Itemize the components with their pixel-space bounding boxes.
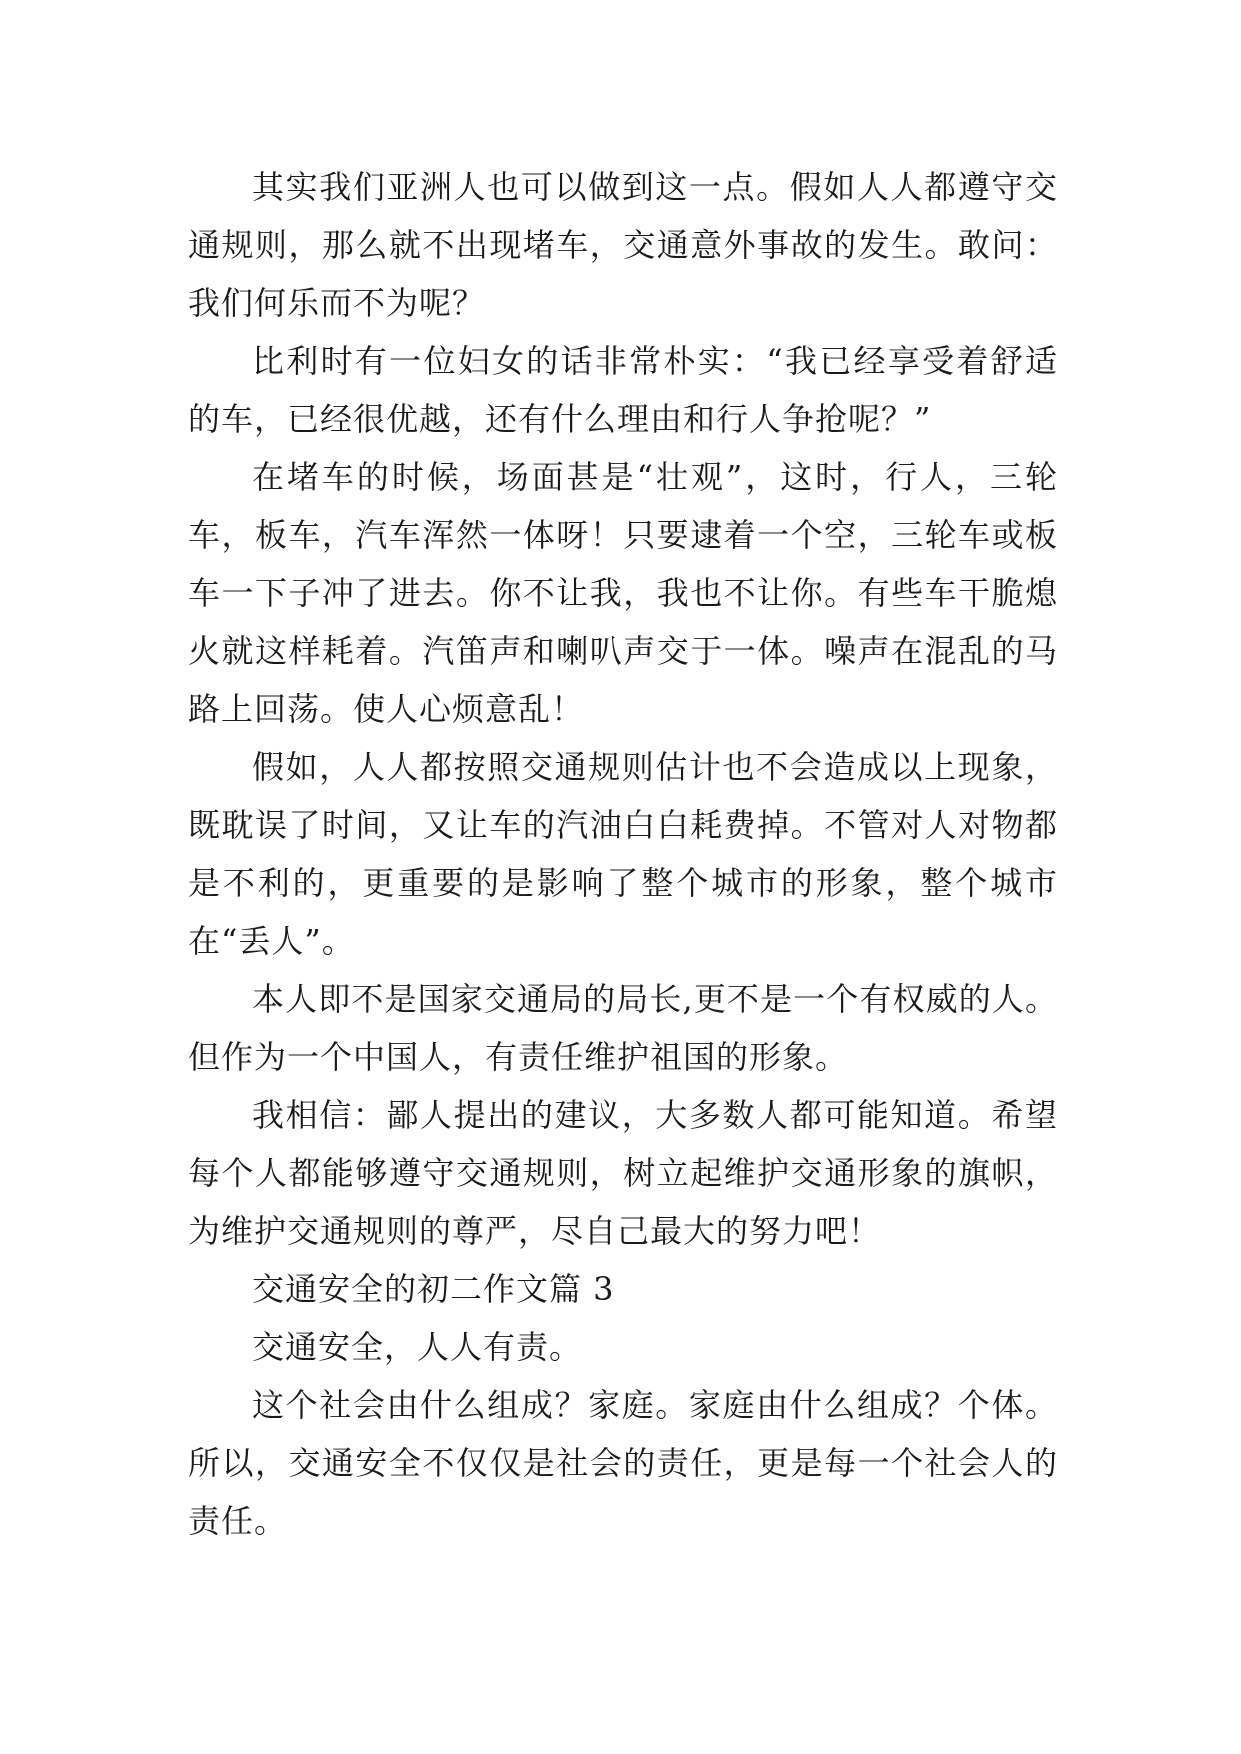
document-body [188,158,1058,1550]
paragraph-i-believe: 我相信：鄙人提出的建议，大多数人都可能知道。希望每个人都能够遵守交通规则，树立起维护交通形象的旗帜，为维护交通规则的尊严，尽自己最大的努力吧！ [188,1096,1058,1250]
paragraph-if-everyone-obeyed: 假如，人人都按照交通规则估计也不会造成以上现象，既耽误了时间，又让车的汽油白白耗费掉。不管对人对物都是不利的，更重要的是影响了整个城市的形象，整个城市在“丢人”。 [188,748,1058,960]
paragraph-belgian-woman-quote: 比利时有一位妇女的话非常朴实：“我已经享受着舒适的车，已经很优越，还有什么理由和行人争抢呢？” [188,342,1058,438]
paragraph-traffic-jam-scene: 在堵车的时候，场面甚是“壮观”，这时，行人，三轮车，板车，汽车浑然一体呀！只要逮着一个空，三轮车或板车一下子冲了进去。你不让我，我也不让你。有些车干脆熄火就这样耗着。汽笛声和喇叭声交于一体。噪声在混乱的马路上回荡。使人心烦意乱！ [188,458,1058,728]
paragraph-not-a-director: 本人即不是国家交通局的局长,更不是一个有权威的人。但作为一个中国人，有责任维护祖国的形象。 [188,980,1058,1076]
paragraph-society-composition: 这个社会由什么组成？家庭。家庭由什么组成？个体。所以，交通安全不仅仅是社会的责任，更是每一个社会人的责任。 [188,1386,1058,1540]
section-heading-essay-3: 交通安全的初二作文篇 3 [252,1270,615,1308]
paragraph-asians-can-do-it: 其实我们亚洲人也可以做到这一点。假如人人都遵守交通规则，那么就不出现堵车，交通意外事故的发生。敢问：我们何乐而不为呢？ [188,168,1058,322]
paragraph-safety-everyones-duty: 交通安全，人人有责。 [252,1328,583,1366]
